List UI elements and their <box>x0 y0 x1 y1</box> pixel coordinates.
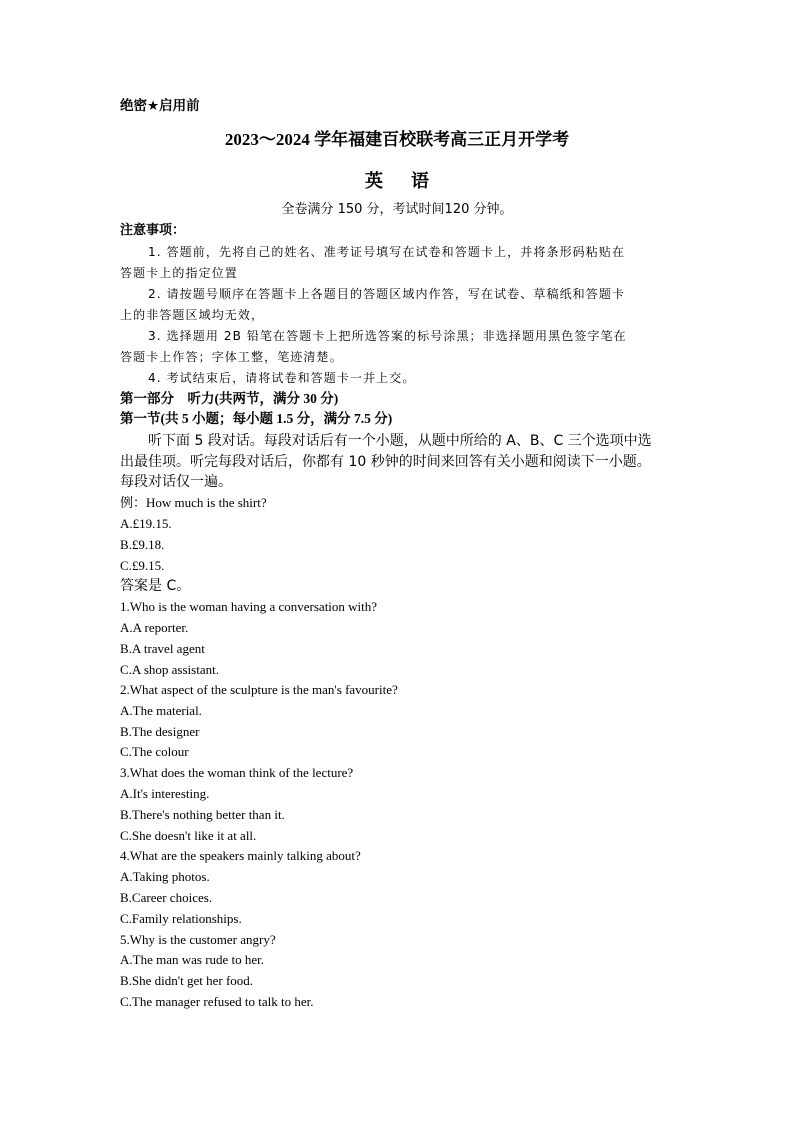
notice-item-2-line2: 上的非答题区域均无效， <box>120 308 265 322</box>
question-3-stem: 3.What does the woman think of the lecture? <box>120 765 354 780</box>
question-2-option-c: C.The colour <box>120 744 189 759</box>
example-answer: 答案是 C。 <box>120 578 191 594</box>
exam-title: 2023～2024 学年福建百校联考高三正月开学考 <box>224 130 570 149</box>
question-1-stem: 1.Who is the woman having a conversation with? <box>120 599 378 614</box>
notice-item-1-line1: 1. 答题前，先将自己的姓名、准考证号填写在试卷和答题卡上，并将条形码粘贴在 <box>148 245 626 259</box>
full-mark-note: 全卷满分 150 分，考试时间120 分钟。 <box>281 202 513 217</box>
notice-item-4-line1: 4. 考试结束后，请将试卷和答题卡一并上交。 <box>148 371 416 385</box>
question-2-stem: 2.What aspect of the sculpture is the man's favourite? <box>120 682 398 697</box>
example-question: 例：How much is the shirt? <box>120 495 267 510</box>
example-option-c: C.£9.15. <box>120 558 165 573</box>
example-option-a: A.£19.15. <box>120 516 172 531</box>
section1-heading: 第一节(共 5 小题；每小题 1.5 分，满分 7.5 分) <box>120 411 393 426</box>
question-1-option-b: B.A travel agent <box>120 641 205 656</box>
question-4-stem: 4.What are the speakers mainly talking about? <box>120 848 361 863</box>
question-4-option-a: A.Taking photos. <box>120 869 210 884</box>
question-4-option-b: B.Career choices. <box>120 890 213 905</box>
part1-heading: 第一部分 听力(共两节，满分 30 分) <box>120 391 339 406</box>
question-1-option-a: A.A reporter. <box>120 620 189 635</box>
example-option-b: B.£9.18. <box>120 537 165 552</box>
question-3-option-b: B.There's nothing better than it. <box>120 807 285 822</box>
notice-item-3-line2: 答题卡上作答；字体工整，笔迹清楚。 <box>120 350 343 364</box>
question-5-option-c: C.The manager refused to talk to her. <box>120 994 314 1009</box>
question-1-option-c: C.A shop assistant. <box>120 662 219 677</box>
question-3-option-a: A.It's interesting. <box>120 786 210 801</box>
notice-heading: 注意事项： <box>120 223 186 238</box>
question-5-option-a: A.The man was rude to her. <box>120 952 265 967</box>
subject-title: 英语 <box>365 171 457 192</box>
question-5-option-b: B.She didn't get her food. <box>120 973 254 988</box>
instruction-line-3: 每段对话仅一遍。 <box>120 474 232 490</box>
notice-item-1-line2: 答题卡上的指定位置 <box>120 266 238 280</box>
question-3-option-c: C.She doesn't like it at all. <box>120 828 257 843</box>
confidential-label: 绝密★启用前 <box>120 98 200 114</box>
instruction-line-1: 听下面 5 段对话。每段对话后有一个小题，从题中所给的 A、B、C 三个选项中选 <box>148 433 652 449</box>
notice-item-3-line1: 3. 选择题用 2B 铅笔在答题卡上把所选答案的标号涂黑；非选择题用黑色签字笔在 <box>148 329 627 343</box>
question-2-option-a: A.The material. <box>120 703 202 718</box>
question-2-option-b: B.The designer <box>120 724 200 739</box>
notice-item-2-line1: 2. 请按题号顺序在答题卡上各题目的答题区域内作答，写在试卷、草稿纸和答题卡 <box>148 287 626 301</box>
question-5-stem: 5.Why is the customer angry? <box>120 932 276 947</box>
instruction-line-2: 出最佳项。听完每段对话后，你都有 10 秒钟的时间来回答有关小题和阅读下一小题。 <box>120 454 651 470</box>
question-4-option-c: C.Family relationships. <box>120 911 242 926</box>
